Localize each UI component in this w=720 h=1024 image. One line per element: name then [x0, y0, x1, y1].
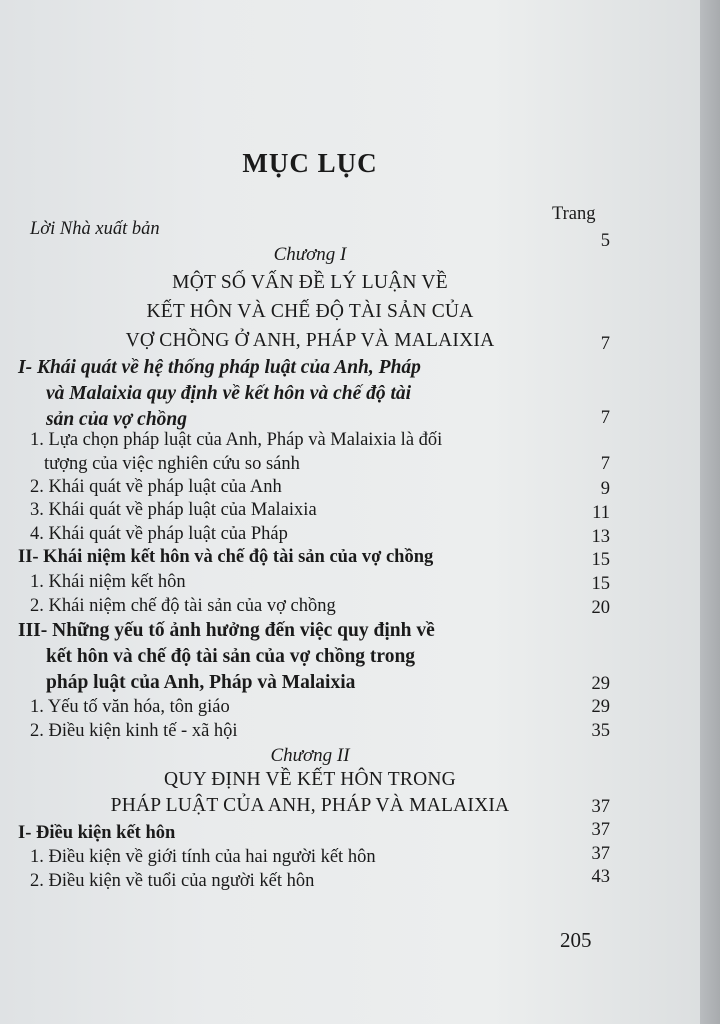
section-3-heading: pháp luật của Anh, Pháp và Malaixia: [46, 672, 356, 693]
section-2-page: 15: [591, 550, 610, 570]
section-3-heading: III- Những yếu tố ảnh hưởng đến việc quy định về: [18, 620, 435, 641]
toc-entry: tượng của việc nghiên cứu so sánh: [44, 454, 300, 474]
toc-entry-page: 11: [592, 503, 610, 523]
chapter-2-page: 37: [591, 797, 610, 817]
page-edge: [700, 0, 720, 1024]
section-1-heading: và Malaixia quy định về kết hôn và chế độ tài: [46, 383, 412, 404]
toc-entry-page: 35: [591, 721, 610, 741]
section-3-heading: kết hôn và chế độ tài sản của vợ chồng trong: [46, 646, 416, 667]
chapter-2-title-line: PHÁP LUẬT CỦA ANH, PHÁP VÀ MALAIXIA: [110, 795, 510, 816]
toc-entry-page: 20: [591, 598, 610, 618]
publisher-note-page: 5: [600, 231, 610, 251]
toc-entry-page: 9: [600, 479, 610, 499]
toc-entry: 2. Điều kiện kinh tế - xã hội: [30, 721, 238, 741]
page-column-header: Trang: [552, 204, 596, 224]
toc-entry-page: 37: [591, 844, 610, 864]
chapter-2-label: Chương II: [270, 745, 350, 766]
page-title: MỤC LỤC: [242, 148, 378, 178]
toc-entry: 1. Khái niệm kết hôn: [30, 572, 186, 592]
chapter-1-page: 7: [600, 334, 610, 354]
toc-entry: 2. Khái niệm chế độ tài sản của vợ chồng: [30, 596, 336, 616]
toc-entry: 1. Lựa chọn pháp luật của Anh, Pháp và Malaixia là đối: [30, 430, 443, 450]
chapter-1-label: Chương I: [273, 244, 347, 265]
section-1-heading: I- Khái quát về hệ thống pháp luật của Anh, Pháp: [18, 357, 421, 378]
publisher-note-entry: Lời Nhà xuất bản: [30, 219, 160, 239]
toc-entry-page: 29: [591, 697, 610, 717]
chapter-1-title-line: MỘT SỐ VẤN ĐỀ LÝ LUẬN VỀ: [172, 272, 448, 293]
section-2-heading: II- Khái niệm kết hôn và chế độ tài sản của vợ chồng: [18, 547, 434, 567]
section-1-heading: sản của vợ chồng: [46, 409, 188, 430]
section-4-page: 37: [591, 820, 610, 840]
chapter-2-title-line: QUY ĐỊNH VỀ KẾT HÔN TRONG: [164, 769, 456, 790]
toc-entry: 3. Khái quát về pháp luật của Malaixia: [30, 500, 317, 520]
toc-entry: 2. Khái quát về pháp luật của Anh: [30, 477, 282, 497]
toc-entry-page: 13: [591, 527, 610, 547]
toc-entry: 1. Điều kiện về giới tính của hai người kết hôn: [30, 847, 376, 867]
chapter-1-title-line: KẾT HÔN VÀ CHẾ ĐỘ TÀI SẢN CỦA: [146, 301, 474, 322]
toc-entry: 2. Điều kiện về tuổi của người kết hôn: [30, 871, 315, 891]
page-number: 205: [560, 928, 592, 952]
section-3-page: 29: [591, 674, 610, 694]
toc-entry: 1. Yếu tố văn hóa, tôn giáo: [30, 697, 230, 717]
toc-entry: 4. Khái quát về pháp luật của Pháp: [30, 524, 288, 544]
toc-entry-page: 43: [591, 867, 610, 887]
toc-entry-page: 15: [591, 574, 610, 594]
section-1-page: 7: [600, 408, 610, 428]
chapter-1-title-line: VỢ CHỒNG Ở ANH, PHÁP VÀ MALAIXIA: [125, 330, 495, 351]
section-4-heading: I- Điều kiện kết hôn: [18, 823, 176, 843]
toc-entry-page: 7: [600, 454, 610, 474]
